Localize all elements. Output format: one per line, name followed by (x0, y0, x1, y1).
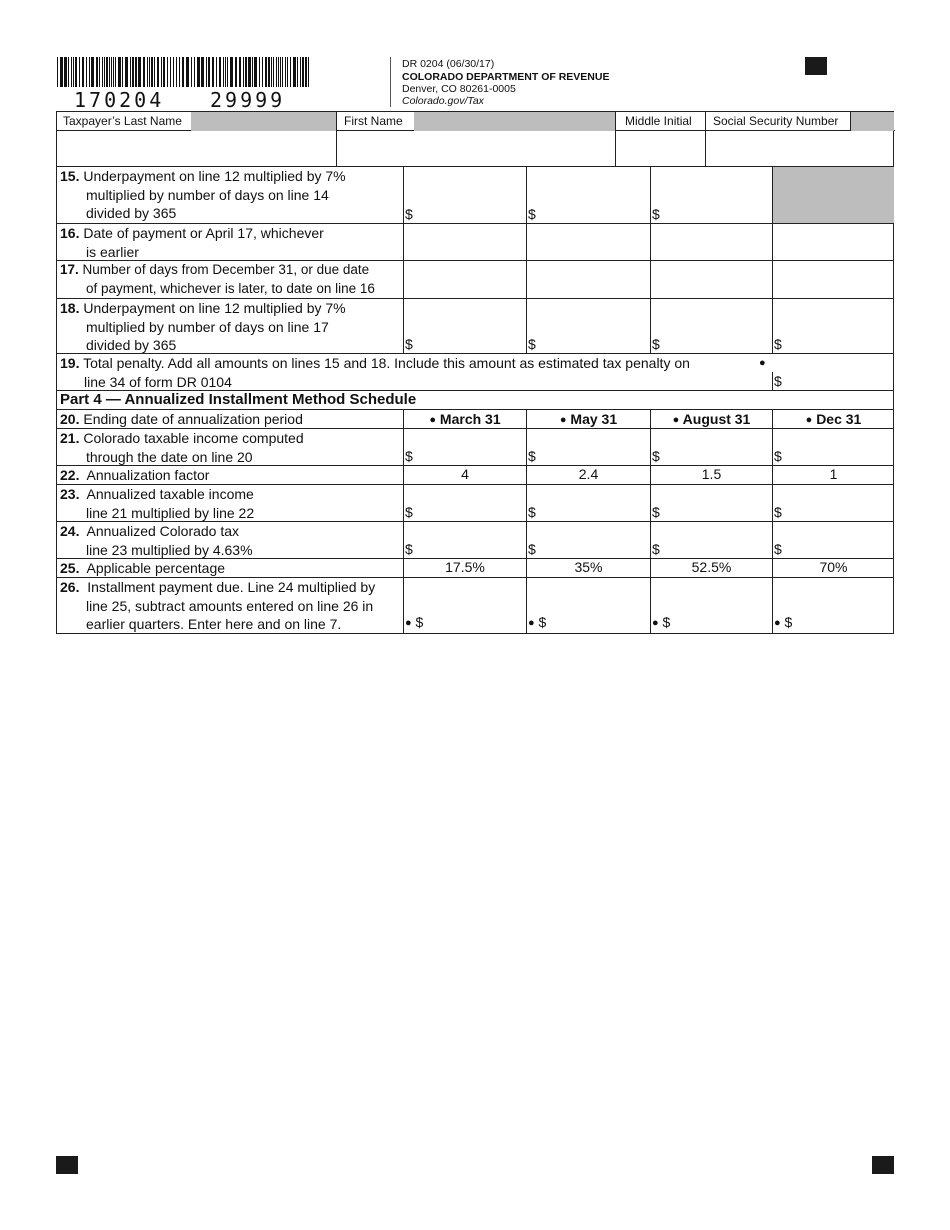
line-19-number: 19. (60, 355, 80, 371)
part-4-title: Part 4 — Annualized Installment Method Schedule (60, 391, 417, 408)
line-24-q2-field[interactable]: $ (526, 522, 650, 558)
line-25-row (56, 559, 894, 578)
line-21-row (56, 429, 894, 466)
line-15-q2-field[interactable]: $ (526, 167, 650, 223)
percentage-q2: 35% (574, 559, 603, 575)
line-20-row: 20. Ending date of annualization period ● March 31 ● May 31 ● August 31 ● Dec 31 (56, 410, 894, 429)
factor-q1: 4 (461, 466, 469, 482)
line-23-q1-field[interactable]: $ (403, 485, 526, 521)
department-website: Colorado.gov/Tax (402, 95, 484, 107)
line-17-row (56, 261, 894, 299)
line-26-q3-field[interactable]: ● $ (650, 578, 772, 633)
line-18-q2-field[interactable]: $ (526, 299, 650, 353)
factor-q4: 1 (829, 466, 838, 482)
line-15-text-2: multiplied by number of days on line 14 (86, 186, 329, 203)
line-17-number: 17. (60, 262, 79, 277)
line-17-q2-field[interactable] (526, 261, 650, 298)
first-name-label: First Name (344, 114, 403, 128)
line-23-text-2: line 21 multiplied by line 22 (86, 504, 255, 521)
line-15-q1-field[interactable]: $ (403, 167, 526, 223)
line-20-number: 20. (60, 411, 80, 427)
line-15-text-3: divided by 365 (86, 205, 177, 221)
taxpayer-info-table (56, 111, 894, 167)
line-22-row (56, 466, 894, 485)
percentage-q3: 52.5% (691, 559, 732, 575)
line-16-q4-field[interactable] (772, 224, 894, 260)
line-19-total-field[interactable]: $ (772, 372, 894, 390)
line-17-text-1: Number of days from December 31, or due date (82, 262, 370, 277)
middle-initial-label: Middle Initial (625, 114, 692, 128)
line-26-q4-field[interactable]: ● $ (772, 578, 894, 633)
line-18-q3-field[interactable]: $ (650, 299, 772, 353)
line-24-q4-field[interactable]: $ (772, 522, 894, 558)
barcode-image (57, 57, 309, 87)
percentage-q4: 70% (819, 559, 848, 575)
ssn-label-shade (850, 112, 894, 131)
line-16-number: 16. (60, 225, 80, 241)
line-26-q2-field[interactable]: ● $ (526, 578, 650, 633)
line-16-text-2: is earlier (86, 243, 139, 260)
line-21-q2-field[interactable]: $ (526, 429, 650, 465)
line-17-q1-field[interactable] (403, 261, 526, 298)
registration-mark-top-right (805, 57, 827, 75)
line-26-row (56, 578, 894, 634)
line-23-q2-field[interactable]: $ (526, 485, 650, 521)
line-21-q4-field[interactable]: $ (772, 429, 894, 465)
line-23-q4-field[interactable]: $ (772, 485, 894, 521)
line-18-text-2: multiplied by number of days on line 17 (86, 318, 329, 335)
line-15-number: 15. (60, 168, 80, 184)
line-24-text-2: line 23 multiplied by 4.63% (86, 541, 253, 558)
ssn-label: Social Security Number (713, 114, 839, 128)
line-19-text-1: Total penalty. Add all amounts on lines 15 and 18. Include this amount as estimated tax penalty on (83, 355, 690, 371)
last-name-label: Taxpayer’s Last Name (63, 114, 182, 128)
percentage-q1: 17.5% (445, 559, 485, 575)
line-18-number: 18. (60, 300, 80, 316)
line-24-q1-field[interactable]: $ (403, 522, 526, 558)
line-23-q3-field[interactable]: $ (650, 485, 772, 521)
barcode-number-right: 29999 (210, 88, 286, 112)
line-16-q1-field[interactable] (403, 224, 526, 260)
line-17-q4-field[interactable] (772, 261, 894, 298)
part-4-title-row (56, 391, 894, 410)
factor-q2: 2.4 (578, 466, 599, 482)
line-20-text: Ending date of annualization period (83, 411, 303, 427)
line-15-q4-shaded (772, 167, 894, 223)
line-26-q1-field[interactable]: ● $ (403, 578, 526, 633)
period-may-31: May 31 (570, 411, 618, 427)
line-21-q1-field[interactable]: $ (403, 429, 526, 465)
line-17-q3-field[interactable] (650, 261, 772, 298)
department-address: Denver, CO 80261-0005 (402, 83, 516, 95)
line-22-text: Annualization factor (86, 467, 210, 483)
barcode-number-left: 170204 (74, 88, 165, 112)
line-18-text-3: divided by 365 (86, 337, 177, 353)
line-26-text-1: Installment payment due. Line 24 multiplied by (87, 579, 376, 595)
registration-mark-bottom-right (872, 1156, 894, 1174)
registration-mark-bottom-left (56, 1156, 78, 1174)
department-name: COLORADO DEPARTMENT OF REVENUE (402, 71, 610, 83)
form-id: DR 0204 (06/30/17) (402, 58, 495, 70)
period-march-31: March 31 (439, 411, 501, 427)
line-21-number: 21. (60, 430, 80, 446)
line-21-q3-field[interactable]: $ (650, 429, 772, 465)
line-23-row (56, 485, 894, 522)
line-24-number: 24. (60, 523, 80, 539)
line-21-text-2: through the date on line 20 (86, 448, 253, 465)
line-15-row (56, 167, 894, 224)
line-25-number: 25. (60, 560, 80, 576)
line-24-q3-field[interactable]: $ (650, 522, 772, 558)
line-26-text-3: earlier quarters. Enter here and on line 7. (86, 616, 342, 632)
line-18-q4-field[interactable]: $ (772, 299, 894, 353)
line-26-number: 26. (60, 579, 80, 595)
line-25-text: Applicable percentage (86, 560, 226, 576)
line-16-q2-field[interactable] (526, 224, 650, 260)
factor-q3: 1.5 (701, 466, 722, 482)
line-23-text-1: Annualized taxable income (86, 486, 254, 502)
period-dec-31: Dec 31 (816, 411, 862, 427)
first-name-field[interactable] (337, 132, 615, 167)
line-18-q1-field[interactable]: $ (403, 299, 526, 353)
line-16-row (56, 224, 894, 261)
line-24-row (56, 522, 894, 559)
line-24-text-1: Annualized Colorado tax (86, 523, 240, 539)
first-name-label-shade (414, 112, 615, 131)
line-17-text-2: of payment, whichever is later, to date on line 16 (86, 280, 375, 296)
line-21-text-1: Colorado taxable income computed (83, 430, 304, 446)
line-15-text-1: Underpayment on line 12 multiplied by 7% (83, 168, 346, 184)
last-name-field[interactable] (57, 132, 336, 167)
line-22-number: 22. (60, 467, 80, 483)
line-19-text-2: line 34 of form DR 0104 (84, 373, 232, 390)
line-18-text-1: Underpayment on line 12 multiplied by 7% (83, 300, 346, 316)
line-26-text-2: line 25, subtract amounts entered on line 26 in (86, 597, 374, 614)
middle-initial-field[interactable] (616, 132, 705, 167)
header-divider (390, 57, 391, 107)
ssn-field[interactable] (706, 132, 894, 167)
line-23-number: 23. (60, 486, 80, 502)
line-19-row (56, 354, 894, 391)
last-name-label-shade (191, 112, 336, 131)
period-august-31: August 31 (682, 411, 751, 427)
line-19-bullet: ● (759, 357, 766, 369)
line-18-row (56, 299, 894, 354)
line-16-q3-field[interactable] (650, 224, 772, 260)
line-15-q3-field[interactable]: $ (650, 167, 772, 223)
line-16-text-1: Date of payment or April 17, whichever (83, 225, 324, 241)
